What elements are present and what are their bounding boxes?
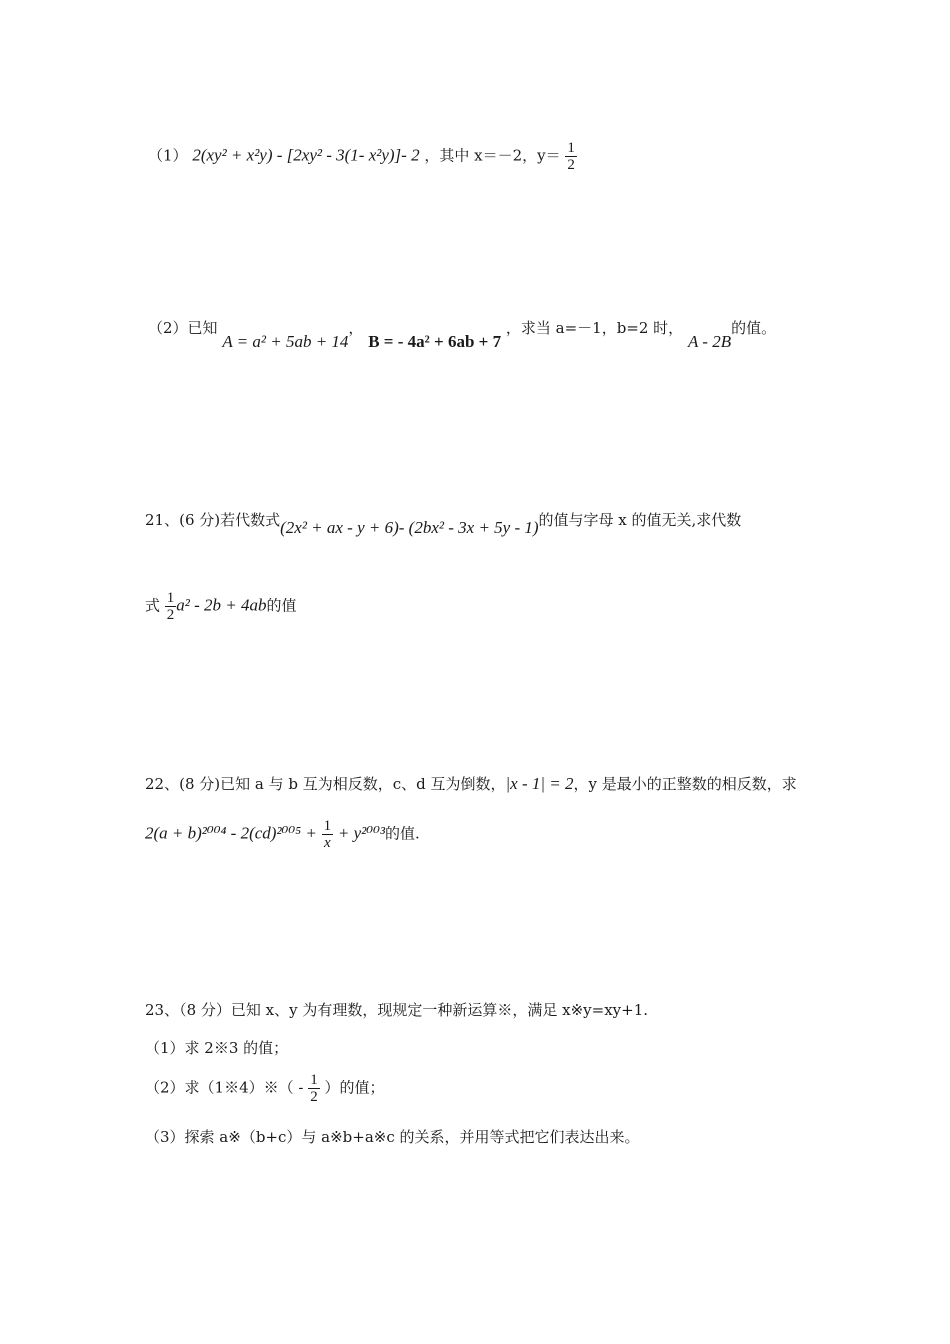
negative-half-denominator: 2: [310, 1089, 318, 1105]
expression-separator: ，: [348, 319, 364, 337]
negative-half-numerator: 1: [310, 1072, 318, 1088]
problem-2: [148, 318, 777, 351]
question-21-expression: (2x² + ax - y + 6)- (2bx² - 3x + 5y - 1): [280, 518, 539, 537]
target-expression: A - 2B: [687, 332, 732, 351]
question-22-expression-part-2: + y²⁰⁰³: [337, 823, 385, 843]
reciprocal-numerator: 1: [323, 818, 332, 834]
question-23-part-2-tail: ）的值；: [324, 1078, 385, 1097]
question-22-line-1: [145, 774, 797, 794]
question-23-part-2: [145, 1072, 385, 1105]
question-23-part-1: （1）求 2※3 的值；: [145, 1039, 289, 1057]
question-21-prefix: 式: [145, 596, 161, 615]
expression-a: A = a² + 5ab + 14: [222, 332, 349, 351]
question-21-tail: 的值: [266, 596, 297, 615]
question-21-line-1: [145, 510, 742, 537]
question-22-line-2: [145, 818, 420, 851]
problem-1-label: （1）: [148, 146, 188, 165]
half-fraction: [165, 590, 177, 623]
negative-half-fraction: [308, 1072, 320, 1105]
problem-2-tail: 的值。: [731, 319, 777, 337]
reciprocal-denominator: x: [324, 835, 331, 851]
question-21-condition: 的值与字母 x 的值无关,求代数: [538, 511, 742, 529]
reciprocal-x-fraction: [322, 818, 334, 851]
problem-1: [148, 140, 577, 173]
y-value-fraction: [565, 140, 577, 173]
question-22-intro: 22、(8 分)已知 a 与 b 互为相反数，c、d 互为倒数，: [145, 775, 506, 793]
question-23-part-3: （3）探索 a※（b+c）与 a※b+a※c 的关系，并用等式把它们表达出来。: [145, 1128, 640, 1146]
half-numerator: 1: [166, 590, 175, 606]
y-fraction-numerator: 1: [567, 140, 575, 156]
problem-1-expression: 2(xy² + x²y) - [2xy² - 3(1- x²y)]- 2: [192, 145, 420, 165]
problem-2-label: （2）已知: [148, 319, 218, 337]
half-denominator: 2: [166, 607, 175, 623]
question-22-condition: ，y 是最小的正整数的相反数，求: [573, 775, 797, 793]
question-22-tail: 的值.: [384, 824, 420, 843]
question-21-line-2: [145, 590, 297, 623]
question-21-evaluate-expression: a² - 2b + 4ab: [176, 595, 267, 615]
expression-b: B = - 4a² + 6ab + 7: [368, 332, 502, 351]
question-23-title: 23、（8 分）已知 x、y 为有理数，现规定一种新运算※，满足 x※y=xy+1.: [145, 1001, 649, 1019]
question-22-expression-part-1: 2(a + b)²⁰⁰⁴ - 2(cd)²⁰⁰⁵ +: [145, 823, 317, 843]
problem-1-condition: ，其中 x＝－2，y＝: [424, 146, 561, 165]
question-21-intro: 21、(6 分)若代数式: [145, 511, 281, 529]
question-23-part-2-text: （2）求（1※4）※（ -: [145, 1078, 304, 1097]
absolute-value-condition: |x - 1| = 2: [505, 774, 574, 793]
problem-2-condition: ，求当 a=－1，b=2 时，: [505, 319, 684, 337]
y-fraction-denominator: 2: [567, 157, 575, 173]
